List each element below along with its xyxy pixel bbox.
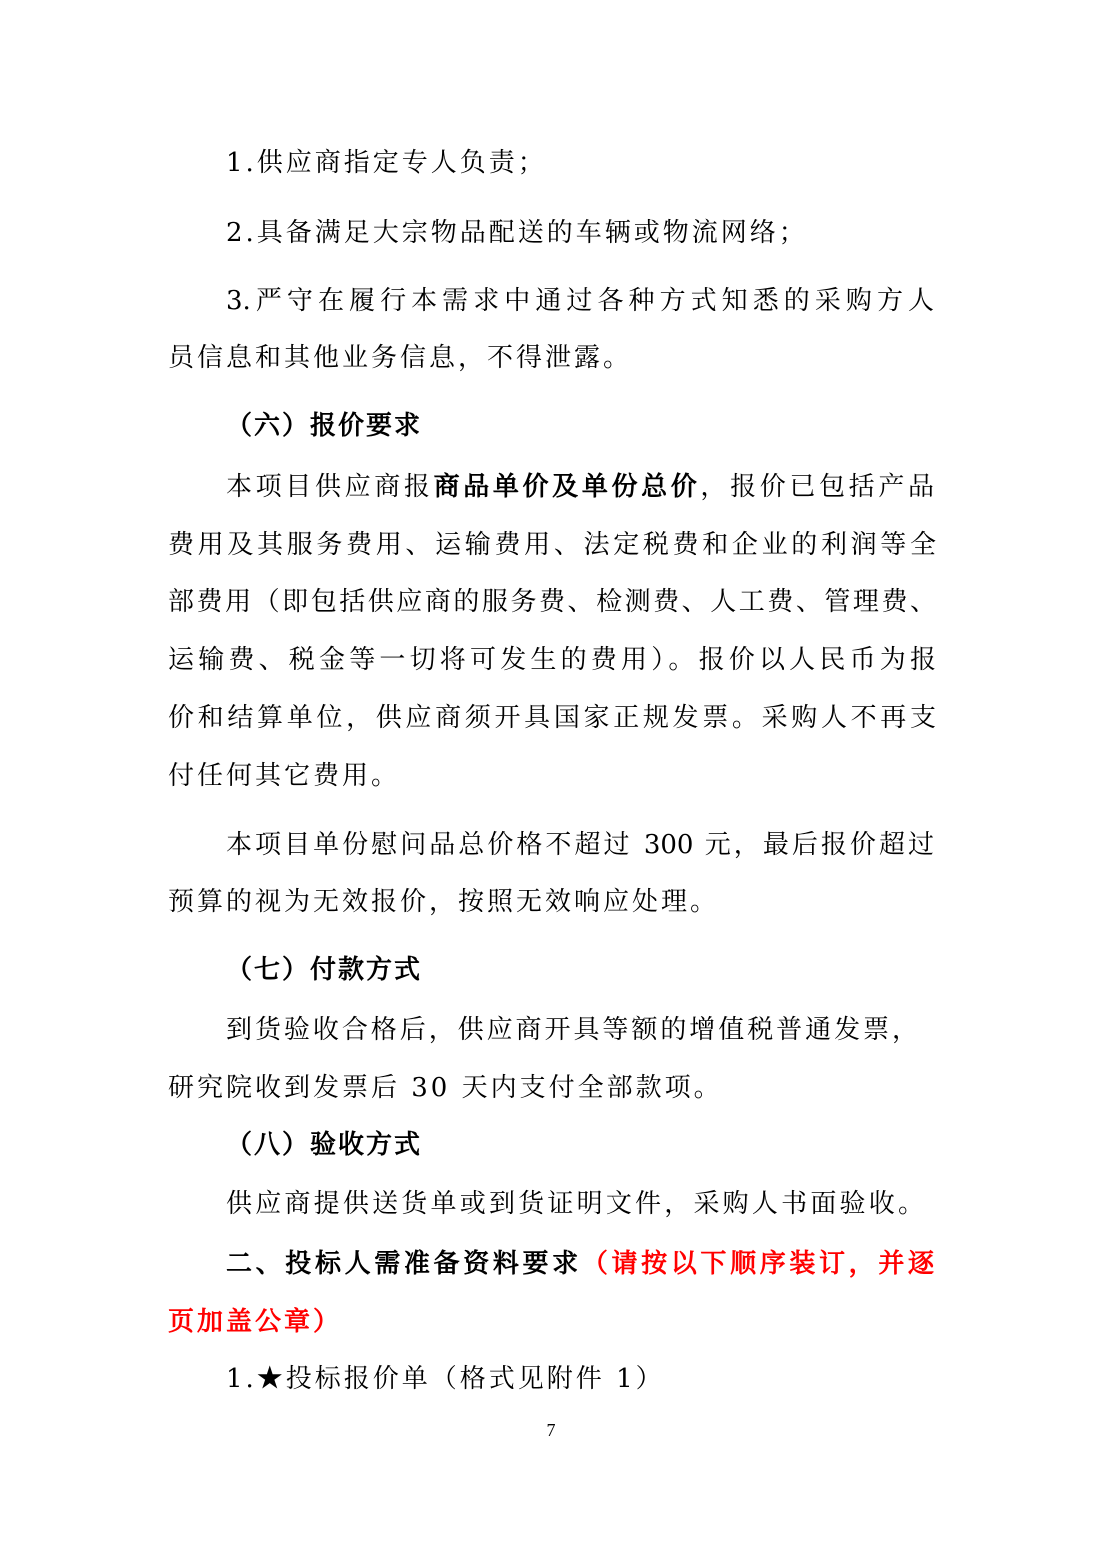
section-6-text-prefix: 本项目供应商报 xyxy=(226,472,434,502)
section-6-text-suffix: ，报价已包括产品 xyxy=(700,472,934,502)
item-3-line-2: 员信息和其他业务信息，不得泄露。 xyxy=(168,343,633,373)
part-2-item-1: 1.★投标报价单（格式见附件 1） xyxy=(226,1364,665,1394)
item-1: 1.供应商指定专人负责； xyxy=(226,148,547,178)
section-6-paragraph-1-line-2: 费用及其服务费用、运输费用、法定税费和企业的利润等全 xyxy=(168,530,936,560)
section-6-paragraph-1-line-1 xyxy=(226,467,934,507)
section-6-bold-text: 商品单价及单份总价 xyxy=(433,472,701,502)
section-7-line-2: 研究院收到发票后 30 天内支付全部款项。 xyxy=(168,1073,723,1103)
section-6-paragraph-1-line-6: 付任何其它费用。 xyxy=(168,761,401,791)
section-6-heading: （六）报价要求 xyxy=(226,411,423,441)
section-6-paragraph-2-line-2: 预算的视为无效报价，按照无效响应处理。 xyxy=(168,887,720,917)
section-6-paragraph-1-line-4: 运输费、税金等一切将可发生的费用）。报价以人民币为报 xyxy=(168,645,936,675)
section-8-line-1: 供应商提供送货单或到货证明文件，采购人书面验收。 xyxy=(226,1189,924,1219)
section-6-paragraph-1-line-3: 部费用（即包括供应商的服务费、检测费、人工费、管理费、 xyxy=(168,587,936,617)
part-2-note: （请按以下顺序装订，并逐 xyxy=(581,1249,934,1279)
section-6-paragraph-2-line-1: 本项目单份慰问品总价格不超过 300 元，最后报价超过 xyxy=(226,830,934,860)
section-7-heading: （七）付款方式 xyxy=(226,955,423,985)
part-2-heading: 二、投标人需准备资料要求 xyxy=(226,1249,582,1279)
section-7-line-1: 到货验收合格后，供应商开具等额的增值税普通发票， xyxy=(226,1015,918,1045)
item-3-line-1: 3.严守在履行本需求中通过各种方式知悉的采购方人 xyxy=(226,286,934,316)
part-2-heading-line-1 xyxy=(226,1244,934,1284)
section-8-heading: （八）验收方式 xyxy=(226,1130,423,1160)
page-number: 7 xyxy=(546,1420,556,1440)
item-2: 2.具备满足大宗物品配送的车辆或物流网络； xyxy=(226,218,808,248)
section-6-paragraph-1-line-5: 价和结算单位，供应商须开具国家正规发票。采购人不再支 xyxy=(168,703,936,733)
part-2-note-line-2: 页加盖公章） xyxy=(168,1307,343,1337)
